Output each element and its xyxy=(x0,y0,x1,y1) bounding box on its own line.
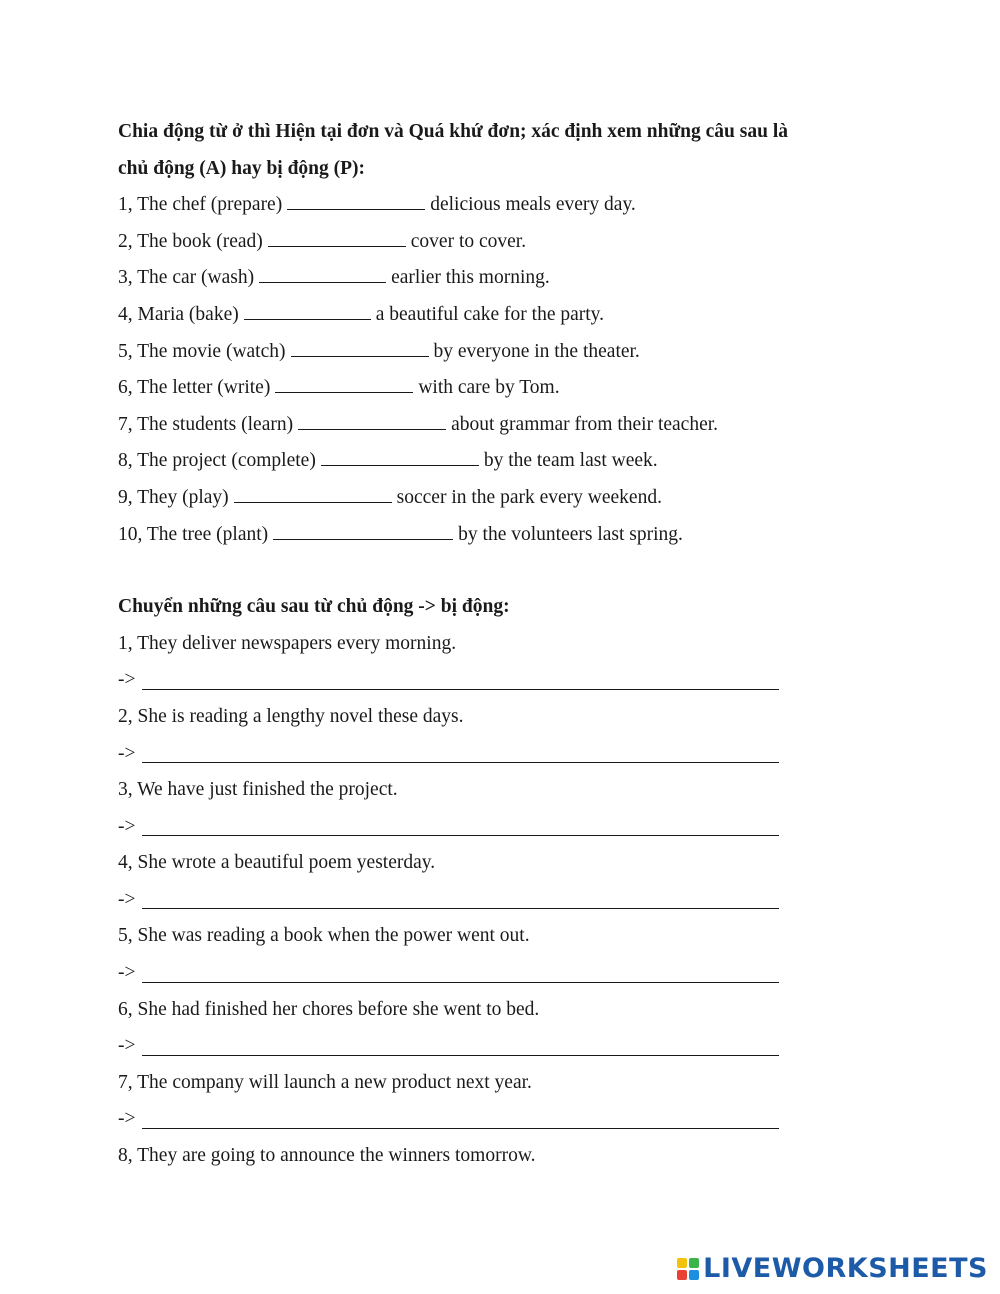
answer-rule[interactable] xyxy=(142,688,779,690)
exercise-continuation: delicious meals every day. xyxy=(430,194,636,216)
exercise-continuation: by everyone in the theater. xyxy=(433,340,640,362)
arrow-label: -> xyxy=(118,669,136,691)
exercise-continuation: by the team last week. xyxy=(483,450,658,472)
answer-line xyxy=(118,955,888,992)
exercise-item xyxy=(118,187,888,224)
logo-square-red xyxy=(677,1270,687,1280)
exercise-prompt: 7, The students (learn) xyxy=(118,413,294,435)
answer-rule[interactable] xyxy=(142,834,779,836)
answer-blank[interactable] xyxy=(291,338,429,357)
exercise-item xyxy=(118,517,888,554)
answer-blank[interactable] xyxy=(273,521,453,540)
exercise-prompt: 6, The letter (write) xyxy=(118,377,271,399)
section1-heading-line1: Chia động từ ở thì Hiện tại đơn và Quá khứ đơn; xác định xem những câu sau là xyxy=(118,121,788,142)
exercise-item xyxy=(118,480,888,517)
exercise-continuation: about grammar from their teacher. xyxy=(451,413,719,435)
exercise-item xyxy=(118,370,888,407)
worksheet xyxy=(118,114,888,1175)
section-gap xyxy=(118,553,888,589)
answer-blank[interactable] xyxy=(268,228,406,247)
logo-square-yellow xyxy=(677,1258,687,1268)
transform-sentence: 7, The company will launch a new product next year. xyxy=(118,1071,532,1093)
exercise-prompt: 8, The project (complete) xyxy=(118,450,316,472)
answer-line xyxy=(118,662,888,699)
answer-line xyxy=(118,809,888,846)
answer-rule[interactable] xyxy=(142,1054,779,1056)
arrow-label: -> xyxy=(118,815,136,837)
exercise-continuation: by the volunteers last spring. xyxy=(458,523,683,545)
arrow-label: -> xyxy=(118,962,136,984)
answer-blank[interactable] xyxy=(298,411,446,430)
logo-square-green xyxy=(689,1258,699,1268)
logo-text: LIVEWORKSHEETS xyxy=(703,1253,988,1284)
exercise-item xyxy=(118,260,888,297)
section2-heading: Chuyển những câu sau từ chủ động -> bị động: xyxy=(118,596,510,618)
exercise-prompt: 1, The chef (prepare) xyxy=(118,194,283,216)
answer-rule[interactable] xyxy=(142,907,779,909)
answer-blank[interactable] xyxy=(259,264,386,283)
answer-line xyxy=(118,736,888,773)
logo-square-blue xyxy=(689,1270,699,1280)
transform-sentence: 1, They deliver newspapers every morning. xyxy=(118,632,457,654)
exercise-continuation: with care by Tom. xyxy=(418,377,560,399)
section1-exercise-list xyxy=(118,187,888,553)
exercise-prompt: 3, The car (wash) xyxy=(118,267,255,289)
liveworksheets-logo xyxy=(677,1253,988,1284)
exercise-prompt: 5, The movie (watch) xyxy=(118,340,286,362)
exercise-item xyxy=(118,334,888,371)
arrow-label: -> xyxy=(118,1035,136,1057)
transform-sentence: 2, She is reading a lengthy novel these days. xyxy=(118,705,464,727)
transform-sentence: 5, She was reading a book when the power went out. xyxy=(118,925,530,947)
answer-blank[interactable] xyxy=(287,191,425,210)
exercise-item xyxy=(118,224,888,261)
exercise-prompt: 10, The tree (plant) xyxy=(118,523,269,545)
section2-exercise-list xyxy=(118,626,888,1175)
answer-line xyxy=(118,1028,888,1065)
exercise-item xyxy=(118,443,888,480)
transform-sentence: 3, We have just finished the project. xyxy=(118,779,398,801)
exercise-prompt: 2, The book (read) xyxy=(118,230,263,252)
exercise-item xyxy=(118,407,888,444)
arrow-label: -> xyxy=(118,742,136,764)
answer-blank[interactable] xyxy=(275,374,413,393)
exercise-prompt: 4, Maria (bake) xyxy=(118,303,239,325)
answer-blank[interactable] xyxy=(244,301,371,320)
answer-blank[interactable] xyxy=(234,484,392,503)
exercise-item xyxy=(118,297,888,334)
exercise-continuation: cover to cover. xyxy=(410,230,527,252)
logo-mark-icon xyxy=(677,1258,699,1280)
answer-line xyxy=(118,882,888,919)
transform-sentence: 4, She wrote a beautiful poem yesterday. xyxy=(118,852,436,874)
exercise-continuation: soccer in the park every weekend. xyxy=(396,486,662,508)
answer-rule[interactable] xyxy=(142,761,779,763)
answer-rule[interactable] xyxy=(142,981,779,983)
transform-sentence: 8, They are going to announce the winners tomorrow. xyxy=(118,1145,536,1167)
answer-blank[interactable] xyxy=(321,447,479,466)
answer-rule[interactable] xyxy=(142,1127,779,1129)
exercise-continuation: earlier this morning. xyxy=(391,267,550,289)
transform-sentence: 6, She had finished her chores before she went to bed. xyxy=(118,998,540,1020)
exercise-prompt: 9, They (play) xyxy=(118,486,229,508)
arrow-label: -> xyxy=(118,1108,136,1130)
answer-line xyxy=(118,1101,888,1138)
section1-heading-line2: chủ động (A) hay bị động (P): xyxy=(118,157,366,179)
exercise-continuation: a beautiful cake for the party. xyxy=(375,303,605,325)
arrow-label: -> xyxy=(118,888,136,910)
